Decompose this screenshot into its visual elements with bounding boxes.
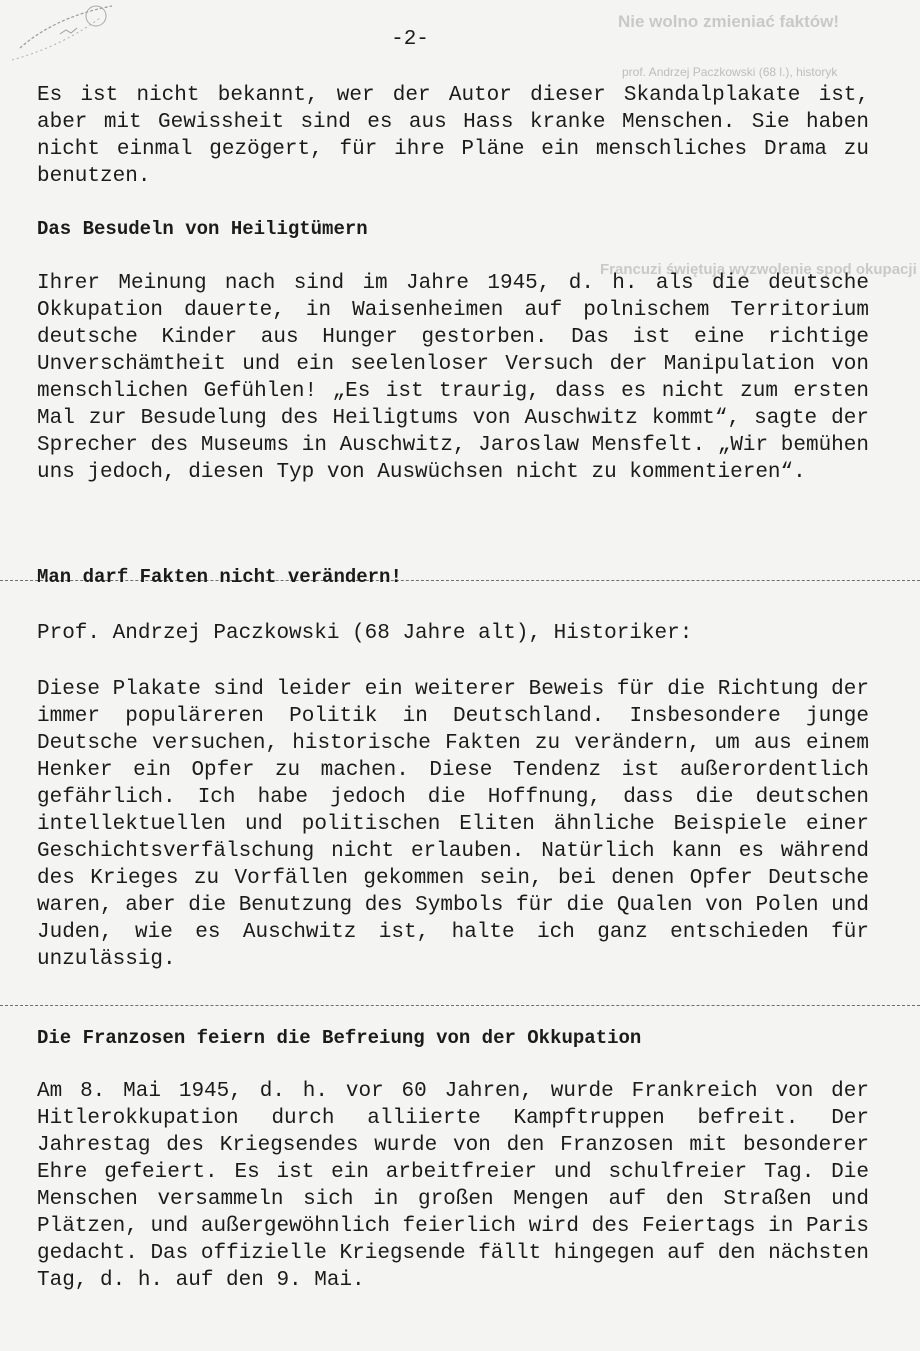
intro-paragraph: Es ist nicht bekannt, wer der Autor dieser Skandalplakate ist, aber mit Gewissheit sind es aus Hass kranke Menschen. Sie haben nicht einmal gezögert, für ihre Pläne ein menschliches Drama zu benutzen. bbox=[37, 84, 869, 188]
bleed-through-line: prof. Andrzej Paczkowski (68 l.), historyk bbox=[622, 65, 838, 79]
section-heading-besudeln: Das Besudeln von Heiligtümern bbox=[37, 218, 368, 240]
expert-quote-paragraph: Diese Plakate sind leider ein weiterer Beweis für die Richtung der immer populäreren Politik in Deutschland. Insbesondere junge Deutsche versuchen, historische Fakten zu verändern, um aus einem Henker ein Opfer zu machen. Diese Tendenz ist außerordentlich gefährlich. Ich habe jedoch die Hoffnung, dass die deutschen intellektuellen und politischen Eliten ähnliche Beispiele einer Geschichtsverfälschung nicht erlauben. Natürlich kann es während des Krieges zu Vorfällen gekommen sein, bei denen Opfer Deutsche waren, aber die Benutzung des Symbols für die Qualen von Polen und Juden, wie es Auschwitz ist, halte ich ganz entschieden für unzulässig. bbox=[37, 678, 869, 971]
franzosen-paragraph: Am 8. Mai 1945, d. h. vor 60 Jahren, wurde Frankreich von der Hitlerokkupation durch alliierte Kampftruppen befreit. Der Jahrestag des Kriegsendes wurde von den Franzosen mit besonderer Ehre gefeiert. Es ist ein arbeitfreier und schulfreier Tag. Die Menschen versammeln sich in großen Mengen auf den Straßen und Plätzen, und außergewöhnlich feierlich wird des Feiertags in Paris gedacht. Das offizielle Kriegsende fällt hingegen auf den nächsten Tag, d. h. auf den 9. Mai. bbox=[37, 1080, 869, 1292]
page-number: -2- bbox=[391, 28, 429, 51]
bleed-through-subtitle: Francuzi świętują wyzwolenie spod okupacji bbox=[600, 261, 917, 278]
section-heading-fakten: Man darf Fakten nicht verändern! bbox=[37, 566, 402, 588]
section-heading-franzosen: Die Franzosen feiern die Befreiung von der Okkupation bbox=[37, 1027, 642, 1049]
bleed-through-title: Nie wolno zmieniać faktów! bbox=[618, 12, 840, 31]
divider-line bbox=[0, 1005, 920, 1006]
besudeln-paragraph: Ihrer Meinung nach sind im Jahre 1945, d. h. als die deutsche Okkupation dauerte, in Waisenheimen auf polnischem Territorium deutsche Kinder aus Hunger gestorben. Das ist eine richtige Unverschämtheit und ein seelenloser Versuch der Manipulation von menschlichen Gefühlen! „Es ist traurig, dass es nicht zum ersten Mal zur Besudelung des Heiligtums von Auschwitz kommt“, sagte der Sprecher des Museums in Auschwitz, Jaroslaw Mensfelt. „Wir bemühen uns jedoch, diesen Typ von Auswüchsen nicht zu kommentieren“. bbox=[37, 272, 869, 484]
expert-intro: Prof. Andrzej Paczkowski (68 Jahre alt), Historiker: bbox=[37, 622, 693, 645]
